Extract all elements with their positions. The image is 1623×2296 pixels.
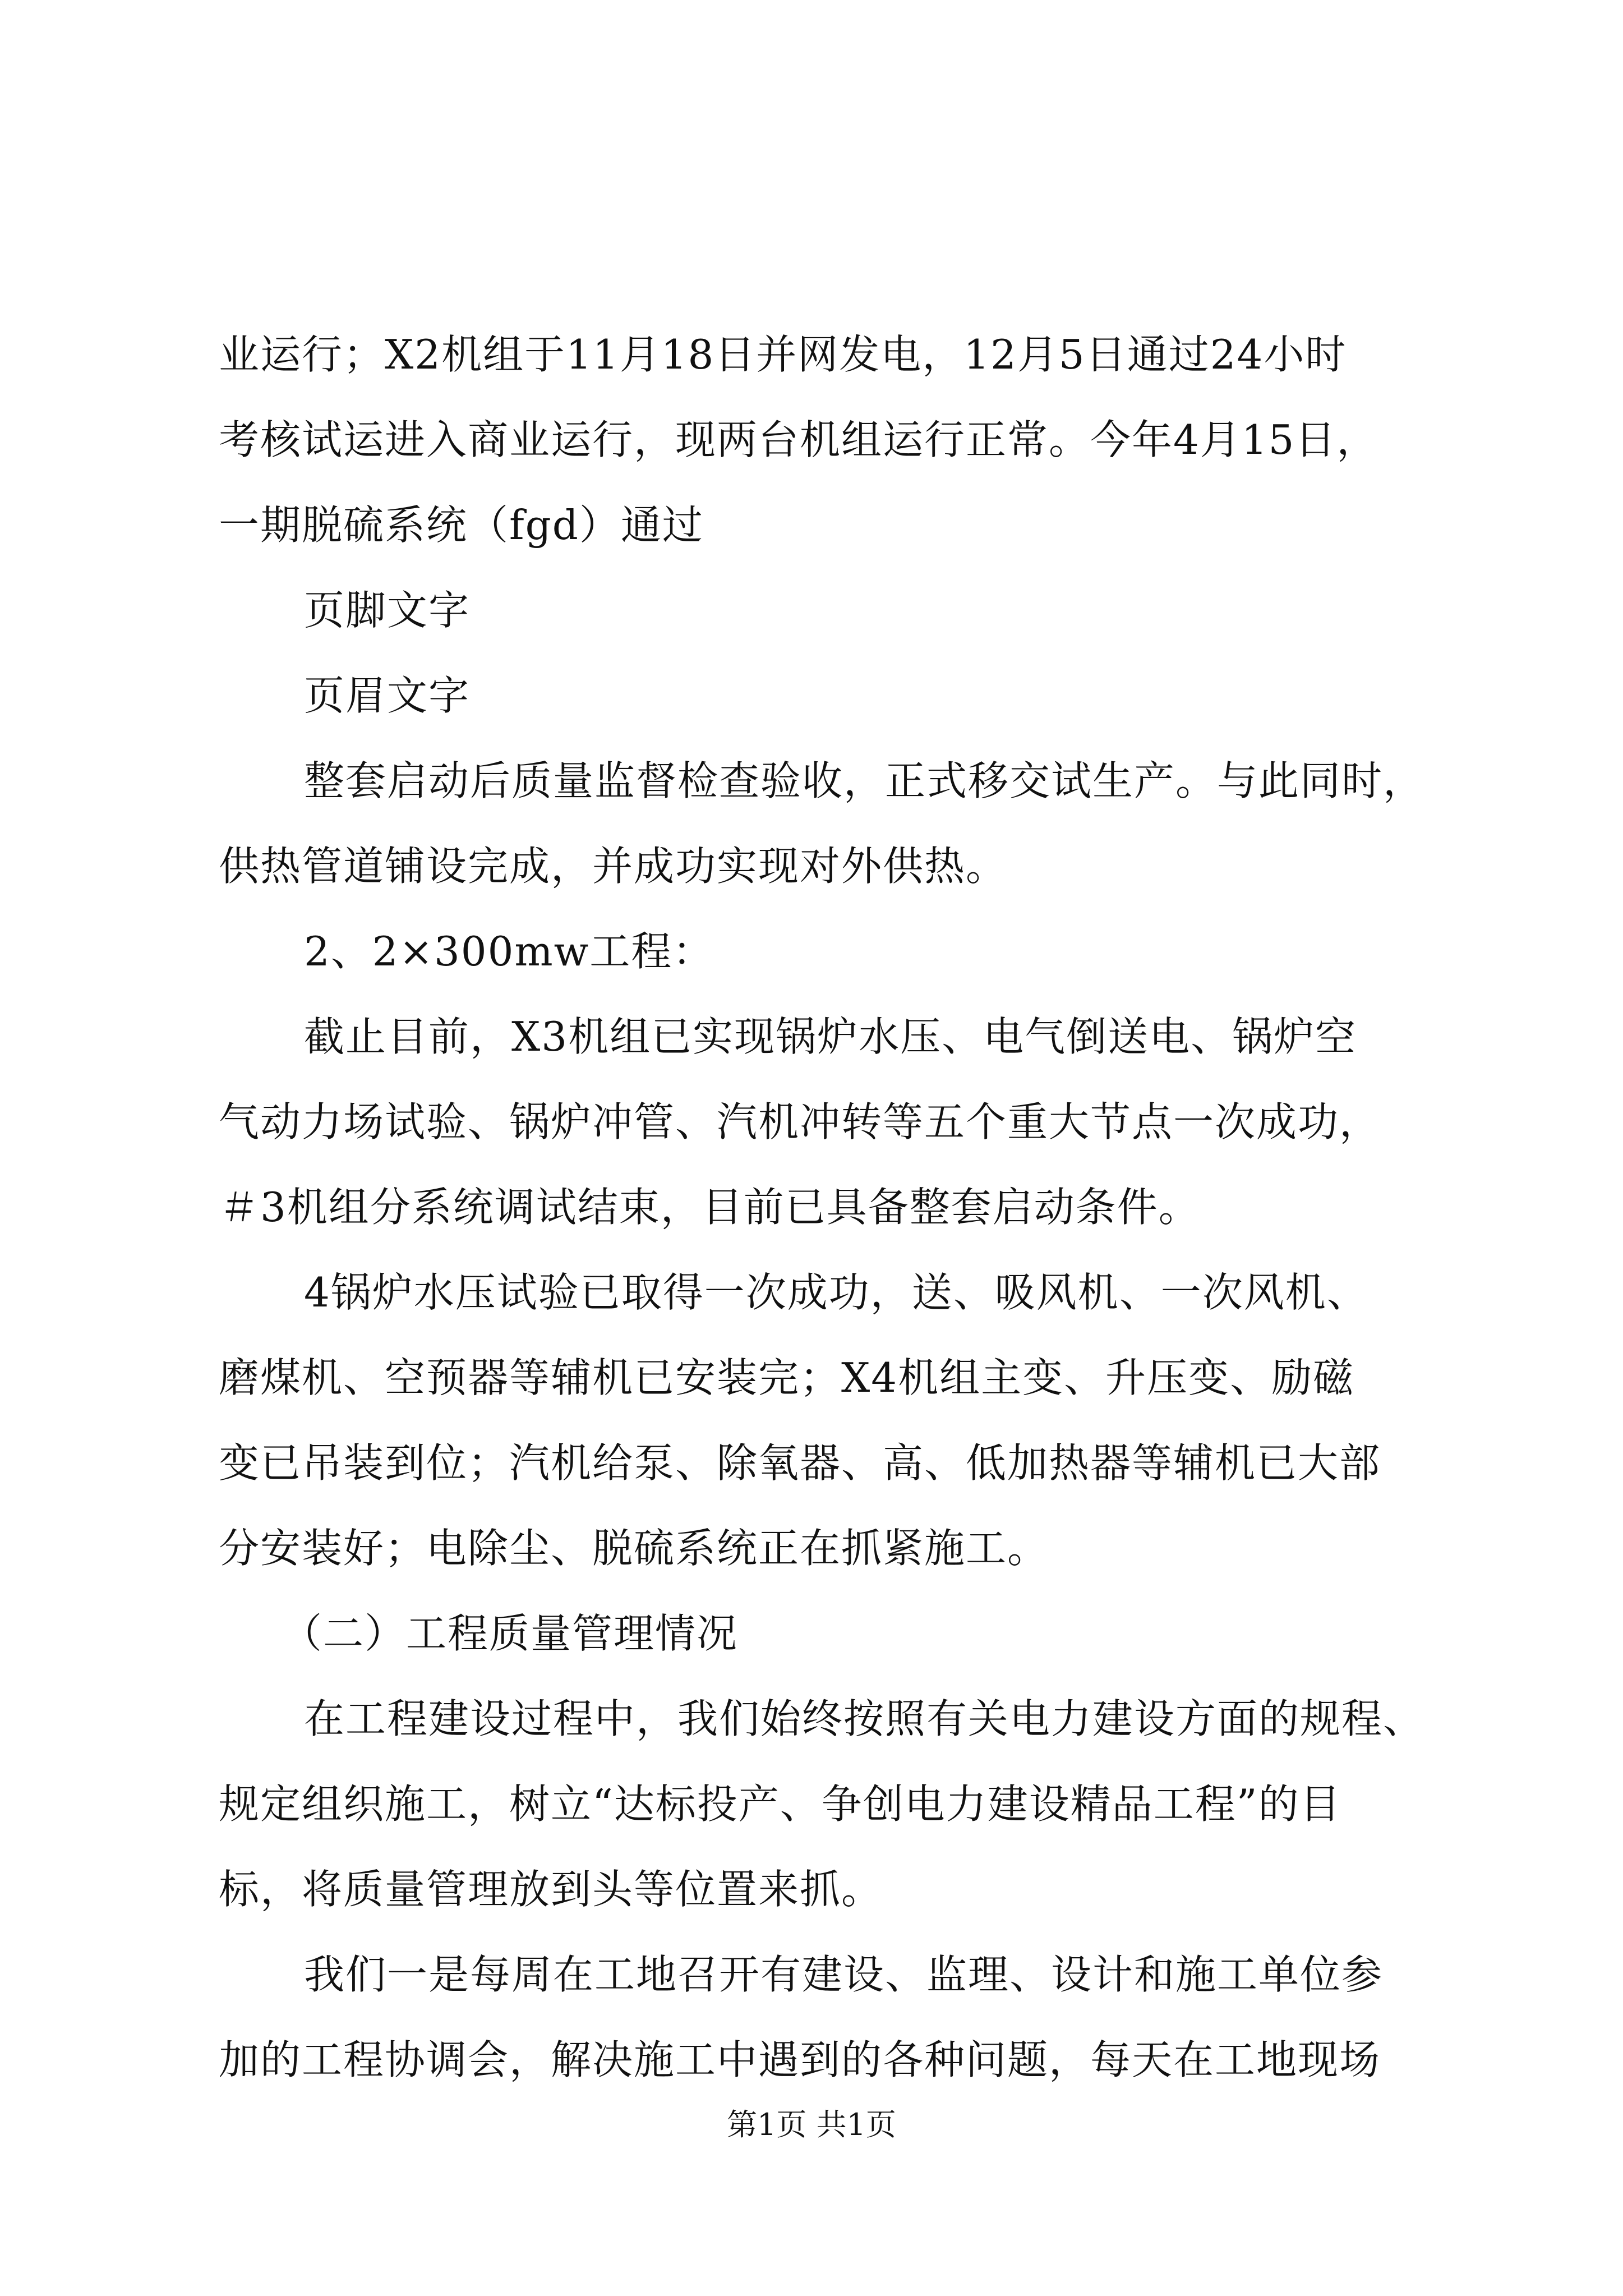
paragraph-quality-goal (219, 1676, 1425, 1932)
paragraph-unit-3 (219, 994, 1413, 1250)
text-line: 一期脱硫系统（fgd）通过 (219, 501, 704, 549)
text-line: 标，将质量管理放到头等位置来抓。 (219, 1866, 883, 1913)
text-line: 分安装好；电除尘、脱硫系统正在抓紧施工。 (219, 1525, 1049, 1572)
text-line: 加的工程协调会，解决施工中遇到的各种问题，每天在工地现场 (219, 2036, 1381, 2083)
section-heading-project-2: 2、2×300mw工程： (304, 928, 714, 975)
text-line: 整套启动后质量监督检查验收，正式移交试生产。与此同时， (304, 757, 1425, 804)
text-line: 规定组织施工，树立“达标投产、争创电力建设精品工程”的目 (219, 1780, 1341, 1828)
text-line: 气动力场试验、锅炉冲管、汽机冲转等五个重大节点一次成功， (219, 1098, 1381, 1145)
text-line: 考核试运进入商业运行，现两台机组运行正常。今年4月15日， (219, 416, 1378, 463)
text-line: 4锅炉水压试验已取得一次成功，送、吸风机、一次风机、 (304, 1269, 1368, 1316)
section-heading-quality: （二）工程质量管理情况 (282, 1610, 739, 1657)
text-line: 在工程建设过程中，我们始终按照有关电力建设方面的规程、 (304, 1695, 1425, 1742)
paragraph-acceptance (219, 738, 1425, 909)
text-line: 变已吊装到位；汽机给泵、除氧器、高、低加热器等辅机已大部 (219, 1439, 1381, 1487)
text-line: 我们一是每周在工地召开有建设、监理、设计和施工单位参 (304, 1951, 1384, 1998)
footer-placeholder-text: 页脚文字 (304, 587, 471, 634)
text-line: ＃3机组分系统调试结束，目前已具备整套启动条件。 (219, 1184, 1200, 1231)
paragraph-weekly-meeting (219, 1932, 1413, 2102)
text-line: 截止目前，X3机组已实现锅炉水压、电气倒送电、锅炉空 (304, 1013, 1357, 1060)
text-line: 业运行；X2机组于11月18日并网发电，12月5日通过24小时 (219, 331, 1347, 378)
page-number-footer: 第1页 共1页 (727, 2107, 896, 2142)
text-line: 磨煤机、空预器等辅机已安装完；X4机组主变、升压变、励磁 (219, 1354, 1355, 1401)
header-placeholder-text: 页眉文字 (304, 672, 471, 719)
paragraph-continuation (219, 312, 1413, 568)
text-line: 供热管道铺设完成，并成功实现对外供热。 (219, 843, 1008, 890)
document-body (219, 312, 1425, 2102)
paragraph-unit-4 (219, 1250, 1413, 1591)
